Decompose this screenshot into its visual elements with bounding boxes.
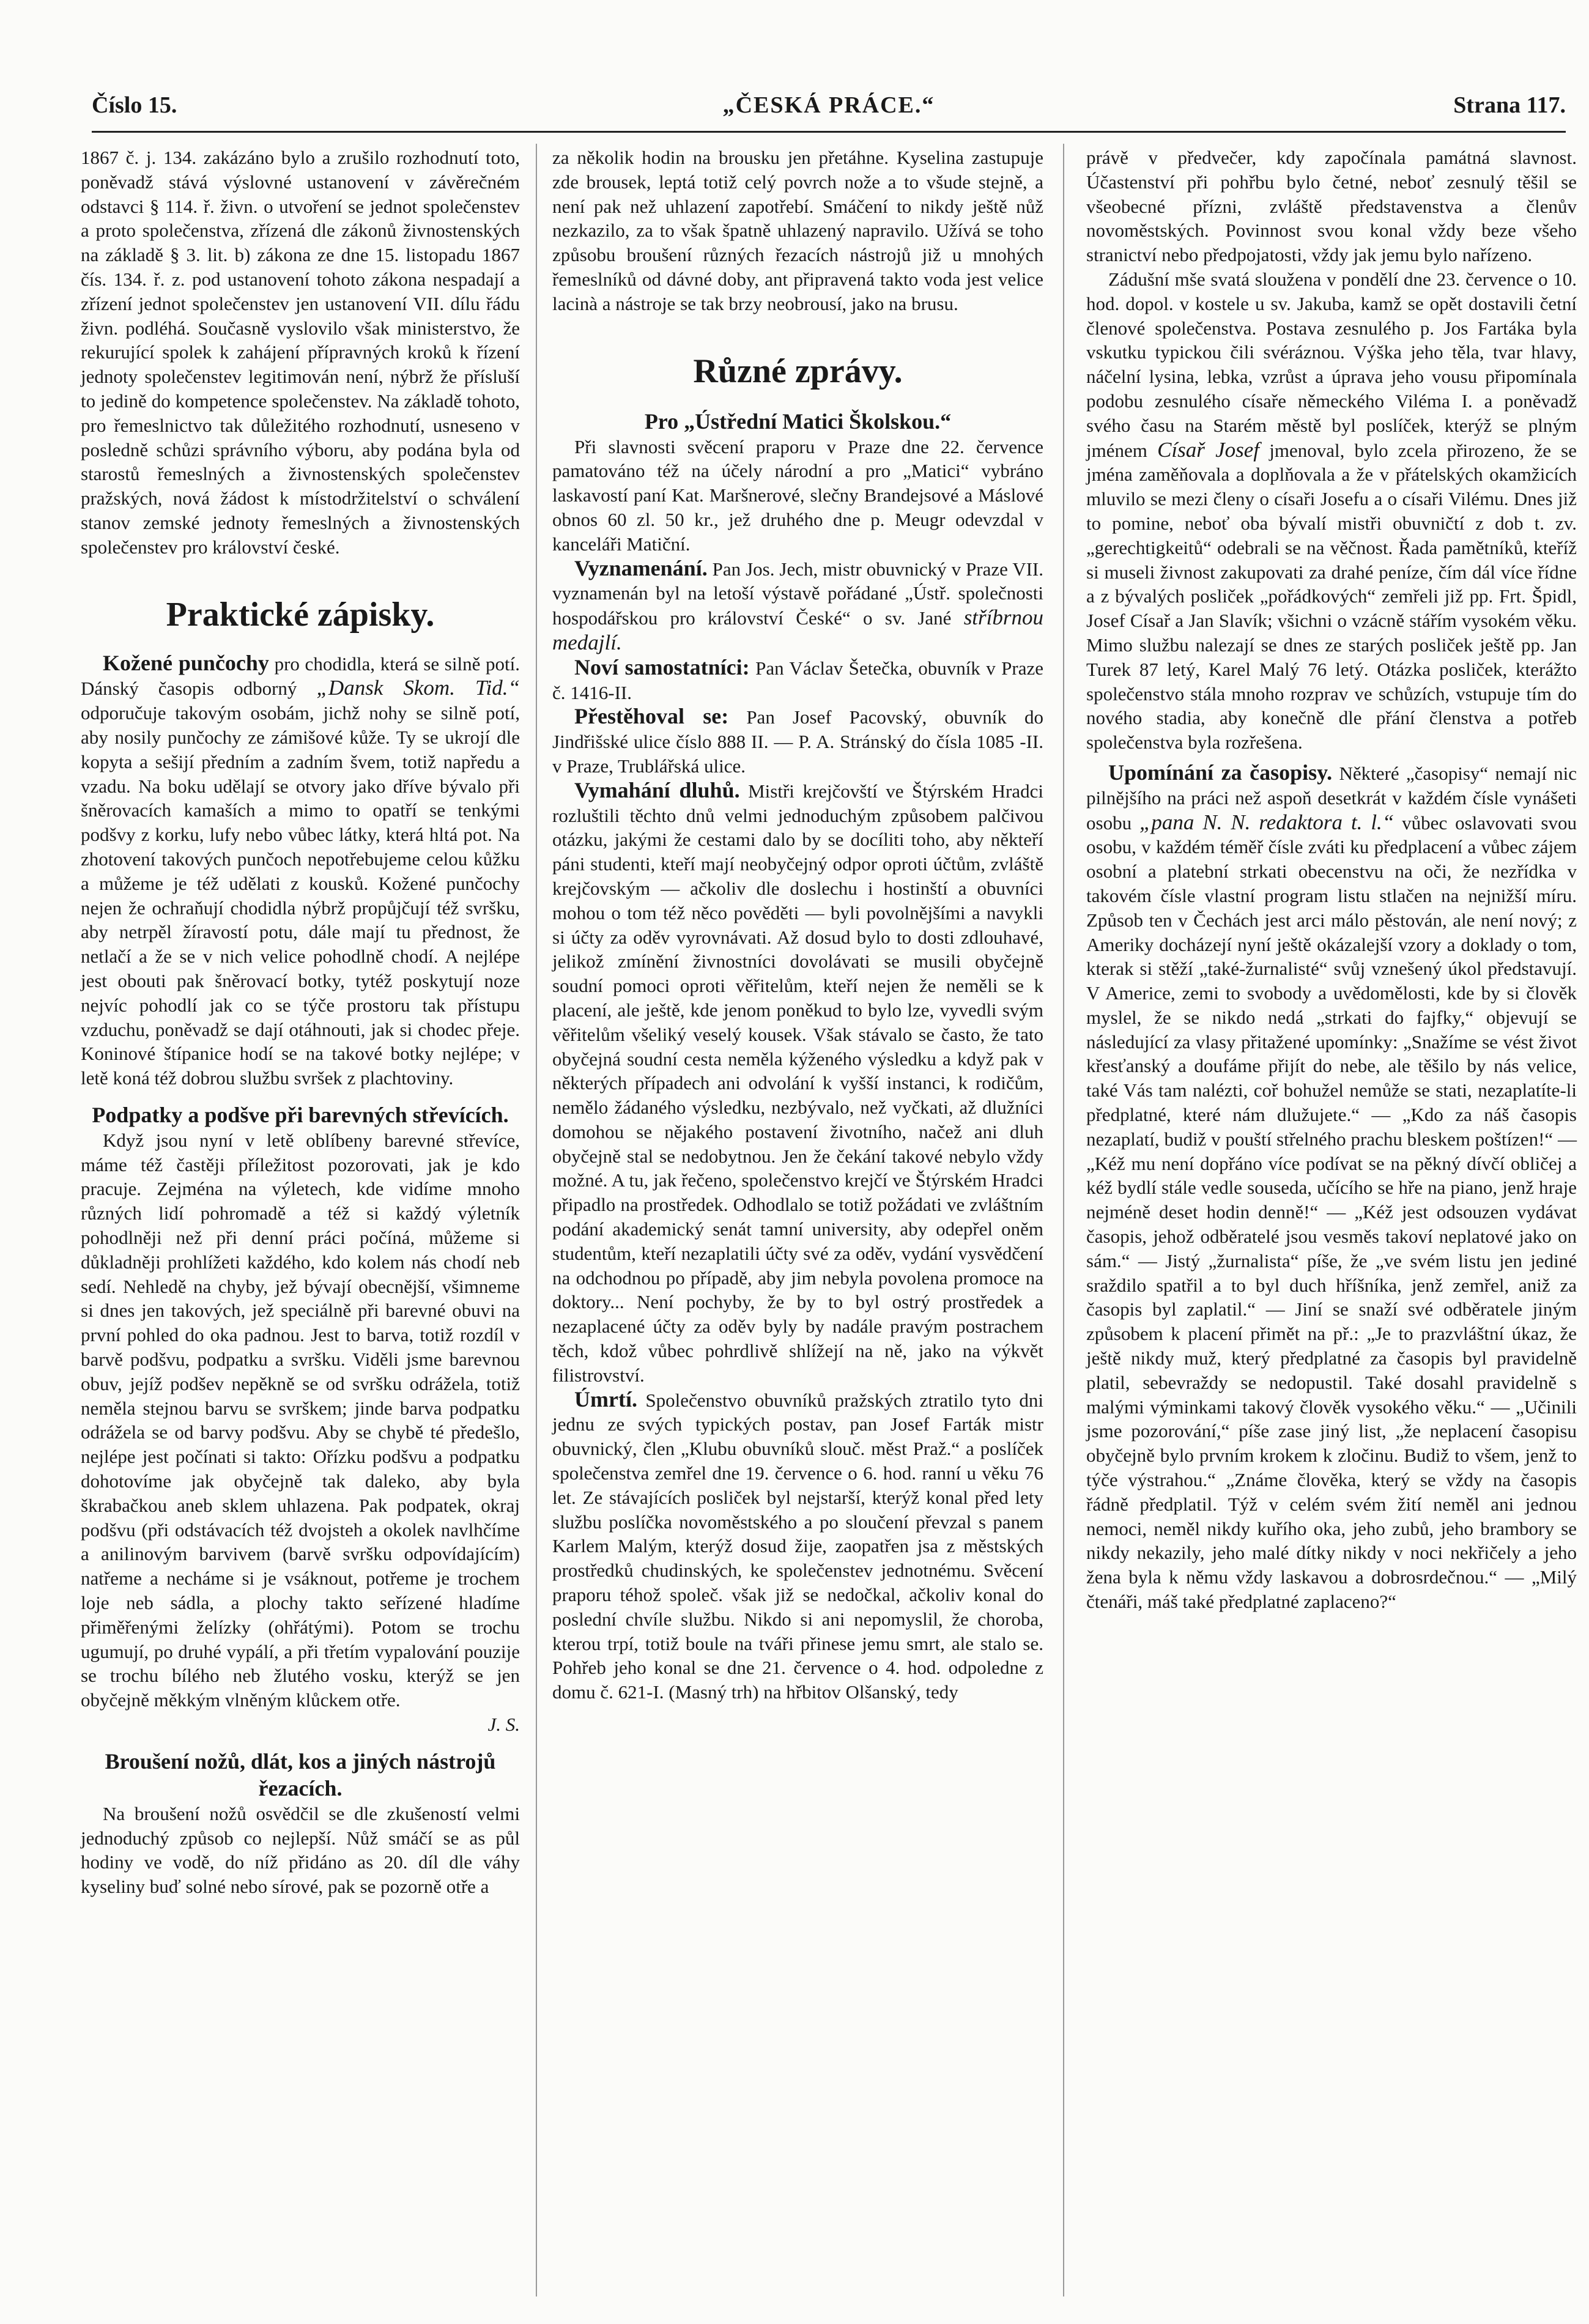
page-number: Strana 117. [1453,92,1566,118]
article-reminders: Upomínání za časopisy. Některé „časopisy“ nemají nic pilnějšího na práci než aspoň desetkrát v každém čísle vynášeti osobu „pana N. N. redaktora t. l.“ vůbec oslavovati svou osobu, v každém téměř čísle zváti ku předplacení a vůbec zájem osobní a platební strkati obecenstvu na oči, že nezřídka v takovém čísle vlastní program listu stlačen na nejnižší míru. Způsob ten v Čechách jest arci málo pěstován, ale není nový; z Ameriky docházejí nyní ještě okázalejší vzory a doklady o tom, kterak si stěží „také-žurnalisté“ svůj vznešený úkol představují. V Americe, zemi to svobody a uvědomělosti, kde by si člověk myslel, že se nikdo nedá „strkati do fajfky,“ objevují se následující za vlasy přitažené upomínky: „Snažíme se vést život křesťanský a doufáme přijít do nebe, ale těšilo by nás velice, také Vás tam nalézti, coř bohužel nemůže se stati, nezaplatíte-li předplatné, které nám dlužujete.“ — „Kdo za náš časopis nezaplatí, budiž v pouští střelného prachu bleskem poštízen!“ — „Kéž mu není dopřáno více podívat se na pěkný dívčí obličej a kéž bydlí stále vedle souseda, učícího se hře na piano, jenž hraje nejméně deset hodin denně!“ — „Kéž jest odsouzen vydávat časopis, jehož odběratelé jsou vesměs takoví neplatové jako on sám.“ — Jistý „žurnalista“ píše, že „ve svém listu jen jediné sraždilo spatřil a to byl duch hříšníka, jenž zemřel, aniž za časopis byl zaplatil.“ — Jiní se snaží své odběratele jiným způsobem k placení přimět na př.: „Je to prazvláštní úkaz, že ještě nikdy muž, který předplatné za časopis byl pravidelně platil, sebevraždy se nedopustil. Také dosahl pravidelně s malými výminkami takový člověk vysokého věku.“ — „Učinili jsme pozorování,“ píše zase jiný list, „že neplacení časopisu obyčejně bylo prvním krokem k zločinu. Budiž to všem, jenž to týče výstrahou.“ „Známe člověka, který se vždy na časopis řádně předplatil. Týž v celém svém žití neměl ani jednou nemoci, neměl nikdy kuřího oka, jeho zubů, jeho brambory se nikdy nekazily, jeho malé dítky nikdy v noci nekřičely a jeho žena byla k němu vždy laskavou a dobrosrdečnou.“ — „Milý čtenáři, máš také předplatné zaplaceno?“ [1086,760,1577,1613]
article-continuation: 1867 č. j. 134. zakázáno bylo a zrušilo rozhodnutí toto, poněvadž stává výslovné ustanovení v závěrečném odstavci § 114. ř. živn. o utvoření se jednot společenstev a proto společenstva, zřízená dle zákonů živnostenských na základě § 3. lit. b) zákona ze dne 15. listopadu 1867 čís. 134. ř. z. pod ustanovení tohoto zákona nespadají a zřízení jednot společenstev jen ustanovení VII. dílu řádu živn. podléhá. Současně vyslovilo však ministerstvo, že rekurující spolek k zahájení přípravných kroků k řízení jednoty společenstev legitimován není, nýbrž že přísluší to jedině do kompetence společenstev. Na základě tohoto, pro řemeslnictvo tak důležitého rozhodnutí, usneseno v posledně schůzi správního výboru, aby podána byla od starostů řemeslných a živnostenských společenstev pražských, nová žádost k místodržitelství o schválení stanov zemské jednoty řemeslných a živnostenských společenstev pro království české. [81,147,520,558]
column-2 [552,146,1043,1704]
article-heading: Přestěhoval se: [574,704,729,729]
page-header [92,92,1566,128]
column-3 [1086,146,1577,1614]
column-1 [81,146,520,1899]
article-new-independents: Noví samostatníci: Pan Václav Šetečka, obuvník v Praze č. 1416-II. [552,654,1043,703]
article-memorial-mass: Zádušní mše svatá sloužena v pondělí dne 23. července o 10. hod. dopol. v kostele u sv. Jakuba, kamž se opět dostavili četní členové společenstva. Postava zesnulého p. Jos Fartáka byla vskutku typickou čili svéráznou. Výška jeho těla, tvar hlavy, náčelní lysina, lebka, vzrůst a úprava jeho vousu připomínala podobu zesnulého císaře německého Viléma I. a poněvadž svého času na Starém městě byl poslíček, kterýž se plným jménem Císař Josef jmenoval, bylo zcela přirozeno, že se jména zaměňovala a doplňovala a že v přátelských okamžicích mluvilo se mezi členy o císaři Josefu a o císaři Vilému. Dnes již to pomine, neboť oba bývalí mistři obuvničtí z dob t. zv. „gerechtigkeitů“ odebrali se na věčnost. Řada pamětníků, kteříž si museli živnost zakupovati za drahé peníze, čím dál více řídne a z bývalých posliček „pořádkových“ zemřeli již pp. Frt. Špidl, Josef Císař a Jan Slavík; všichni o vzácně stářím vysokém věku. Mimo službu nalezají se dnes ze starých posliček ještě pp. Jan Turek 87 letý, Karel Malý 76 letý. Otázka posliček, kterážto společenstvo stála mnoho rozprav ve schůzích, vstupuje tím do nového stadia, aby konečně dle přání členstva a potřeb společenstva byla rozřešena. [1086,268,1577,753]
article-continuation: právě v předvečer, kdy započínala památná slavnost. Účastenství při pohřbu bylo četné, neboť zesnulý těšil se všeobecné přízni, zvláště představenstva a členův novoměstských. Povinnost svou konal vždy beze všeho stranictví nebo předpojatosti, vždy jak jemu bylo nařízeno. [1086,147,1577,266]
masthead-title: „ČESKÁ PRÁCE.“ [722,92,935,118]
article-heading: Vymahání dluhů. [574,777,740,802]
article-leather-stockings: Kožené punčochy pro chodidla, která se silně potí. Dánský časopis odborný „Dansk Skom. Tid.“ odporučuje takovým osobám, jichž nohy se silně potí, aby nosily punčochy ze zámišové kůže. Ty se ukrojí dle kopyta a sešijí předním a zadním švem, totiž napředu a vzadu. Na boku udělají se otvory jako dříve bývalo při šněrovacích kamaších a mimo to opatří se tenkými podšvy z korku, lufy nebo vůbec látky, která hltá pot. Na zhotovení takových punčoch nepotřebujeme celou kůžku a můžeme je též udělati z kousků. Kožené punčochy nejen že ochraňují chodidla nýbrž propůjčují též svršku, aby netrpěl žíravostí potu, dále mají tu přednost, že netlačí a že se v nich velice pohodlně chodí. A nejlépe jest obouti pak šněrovací botky, tytéž poskytují noze nejvíc pohodlí jak co se týče prostoru tak přístupu vzduchu, poněvadž se dají otáhnouti, jak si chodec přeje. Koninové štípanice hodí se na takové botky nejlépe; v letě koná též dobrou službu svršek z plachtoviny. [81,650,520,1089]
section-heading-various-news: Různé zprávy. [693,352,903,390]
header-rule [92,131,1566,133]
article-heading: Upomínání za časopisy. [1108,760,1333,785]
article-knife-sharpening: Na broušení nožů osvědčil se dle zkušeností velmi jednoduchý způsob co nejlepší. Nůž smáčí se as půl hodiny ve vodě, do níž přidáno as 20. díl dle váhy kyseliny buď solné nebo sírové, pak se pozorně otře a [81,1802,520,1898]
article-matice: Při slavnosti svěcení praporu v Praze dne 22. července pamatováno též na účely národní a pro „Matici“ vybráno laskavostí paní Kat. Maršnerové, slečny Brandejsové a Máslové obnos 60 zl. 50 kr., jež druhého dne p. Meugr odevzdal v kanceláři Matiční. [552,435,1043,555]
column-divider-2 [1063,144,1064,2296]
article-heading-heels-soles: Podpatky a podšve při barevných střevících. [92,1102,509,1127]
column-divider-1 [536,144,537,2296]
section-heading-practical-notes: Praktické zápisky. [166,595,435,634]
article-heading: Kožené punčochy [103,650,269,675]
article-continuation: za několik hodin na brousku jen přetáhne. Kyselina zastupuje zde brousek, leptá totiž celý povrch nože a to všude stejně, a není pak než uhlazení zapotřebí. Smáčení to nikdy ještě nůž nezkazilo, za to však špatně uhlazený napravilo. Užívá se toho způsobu broušení různých řezacích nástrojů již u mnohých řemeslníků od dávné doby, ant připravená takto voda jest velice lacinà a nástroje se tak brzy neobrousí, jako na brusu. [552,147,1043,314]
article-heading-knife-sharpening: Broušení nožů, dlát, kos a jiných nástrojů řezacích. [105,1749,496,1800]
author-signature: J. S. [487,1714,520,1736]
article-heels-soles: Když jsou nyní v letě oblíbeny barevné střevíce, máme též častěji příležitost pozorovati, jak je kdo pracuje. Zejména na výletech, kde vidíme mnoho různých lidí pohromadě a též si každý výletník pohodlněji než při denní práci počíná, můžeme si důkladněji prohlížeti každého, kdo kolem nás chodí neb sedí. Nehledě na chyby, jež bývají obecnější, všimneme si dnes jen takových, jež speciálně při barevné obuvi na první pohled do oka padnou. Jest to barva, totiž rozdíl v barvě podšvu, podpatku a svršku. Viděli jsme barevnou obuv, jejíž podšev nepěkně se od svršku odrážela, totiž neměla stejnou barvu se svrškem; jinde barva podpatku odrážela se od barvy podšvu. Aby se chybě té předešlo, nejlépe jest počínati si takto: Ořízku podšvu a podpatku dohotovíme jak obyčejně tak daleko, aby byla škrabačkou aneb sklem uhlazena. Pak podpatek, okraj podšvu (při odstávacích též dvojsteh a okolek navlhčíme a anilinovým barvivem (barvě svršku odpovídajícím) natřeme a necháme si je vsáknout, potřeme je trochem loje neb sádla, a plochy takto seřízené hladíme přiměřenými želízky (ohřátými). Potom se trochu ugumují, po druhé vypálí, a při třetím vypalování pouzije se trochu bílého neb žlutého vosku, kterýž se jen obyčejně měkkým vlněným klůckem otře. [81,1129,520,1711]
article-heading: Noví samostatníci: [574,654,750,679]
article-debt-collection: Vymahání dluhů. Mistři krejčovští ve Štýrském Hradci rozluštili těchto dnů velmi jednoduchým způsobem palčivou otázku, jakými že cestami dalo by se docíliti toho, aby někteří páni studenti, kteří mají neobyčejný odpor oproti účtům, zvláště krejčovským — ačkoliv dle doslechu i hostinští a obuvníci mohou o tom též něco pověděti — byli povolnějšími a navykli si účty za oděv vyrovnávati. Až dosud bylo to dosti zdlouhavé, jelikož zmínění živnostníci dovolávati se musili obyčejně soudní pomoci oproti věřitelům, kteří nejen že neměli se k placení, ale ještě, kde jenom poněkud to bylo lze, vyvedli svým věřitelům všeliký veselý kousek. Však stávalo se často, že tato obyčejná soudní cesta neměla kýženého výsledku a když pak v některých případech ani odvolání k vyšší instanci, k rodičům, nemělo žádaného výsledku, nezbývalo, než vyčkati, až dlužníci domohou se nějakého postavení životního, načež ani dluh obyčejně stal se nedobytnou. Jen že čekání takové nebylo vždy možné. A tu, jak řečeno, společenstvo krejčí ve Štýrském Hradci připadlo na prostředek. Odhodlalo se totiž požádati ve zvláštním podání akademický senát tamní university, aby odepřel oněm studentům, kteří nezaplatili účty své za oděv, vydání vysvědčení na odchodnou po případě, aby jim nebyla povolena promoce na doktory... Není pochyby, že by to byl ostrý prostředek a nezaplacené účty za oděv byly by nadále pravým postrachem těch, kdož vůbec pohrdlivě shlížejí na ně, jako na výkvět filistrovství. [552,777,1043,1386]
issue-number: Číslo 15. [92,92,177,118]
article-heading-matice: Pro „Ústřední Matici Školskou.“ [644,409,952,434]
article-heading: Úmrtí. [574,1386,637,1412]
article-obituary: Úmrtí. Společenstvo obuvníků pražských ztratilo tyto dni jednu ze svých typických postav, pan Josef Farták mistr obuvnický, člen „Klubu obuvníků slouč. měst Praž.“ a poslíček společenstva zemřel dne 19. července o 6. hod. ranní u věku 76 let. Ze stávajících posliček byl nejstarší, kterýž konal před lety službu poslíčka novoměstského a po sloučení převzal s panem Karlem Malým, kterýž dosud žije, zaopatřen jsa z městských prostředků chudinských, ke společenstev jednotnému. Svěcení praporu téhož společ. však již se nedočkal, ačkoliv konal do poslední chvíle službu. Nikdo si ani nepomyslil, že choroba, kterou trpí, totiž boule na tváři přinese jemu smrt, ale stalo se. Pohřeb jeho konal se dne 21. července o 4. hod. odpoledne z domu č. 621-I. (Masný trh) na hřbitov Olšanský, tedy [552,1386,1043,1703]
article-award: Vyznamenání. Pan Jos. Jech, mistr obuvnický v Praze VII. vyznamenán byl na letoší výstavě pořádané „Ústř. společnosti hospodářskou pro království České“ o sv. Jané stříbrnou medajlí. [552,555,1043,654]
article-heading: Vyznamenání. [574,555,708,580]
article-moved: Přestěhoval se: Pan Josef Pacovský, obuvník do Jindřišské ulice číslo 888 II. — P. A. Stránský do čísla 1085 -II. v Praze, Trublářská ulice. [552,704,1043,777]
